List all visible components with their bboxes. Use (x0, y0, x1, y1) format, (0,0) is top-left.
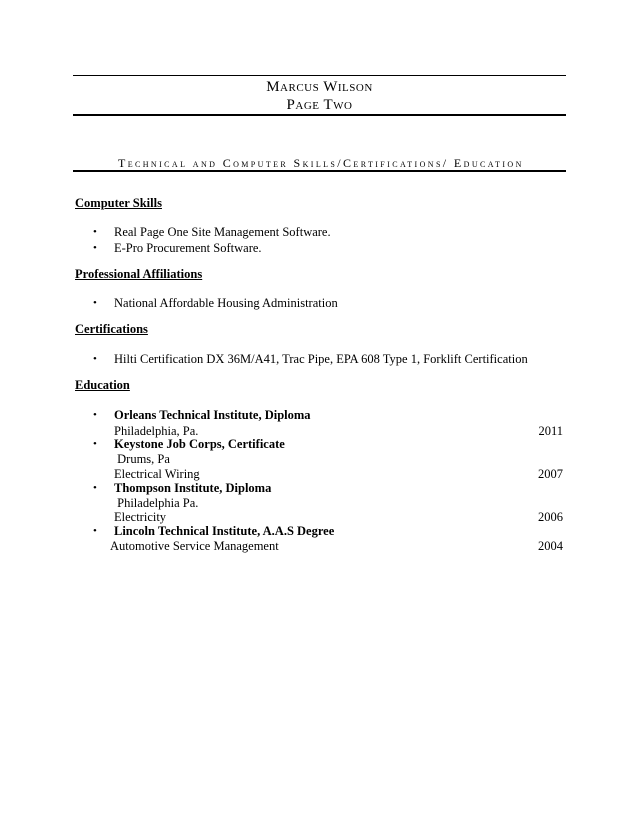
bullet-icon: • (93, 525, 97, 537)
bullet-icon: • (93, 409, 97, 421)
header-bottom-rule (73, 114, 566, 116)
bullet-icon: • (93, 353, 97, 365)
bullet-icon: • (93, 297, 97, 309)
education-year: 2006 (538, 510, 563, 524)
header-top-rule (73, 75, 566, 76)
education-school: Orleans Technical Institute, Diploma (114, 408, 311, 422)
bullet-icon: • (93, 482, 97, 494)
section-title: Technical and Computer Skills/Certifications/ Education (118, 156, 524, 170)
education-detail: Drums, Pa (114, 452, 170, 466)
certifications-heading: Certifications (75, 322, 148, 336)
education-year: 2004 (538, 539, 563, 553)
section-title-rule (73, 170, 566, 172)
education-detail: Electrical Wiring (114, 467, 200, 481)
education-school: Lincoln Technical Institute, A.A.S Degree (114, 524, 335, 538)
bullet-icon: • (93, 438, 97, 450)
education-school: Keystone Job Corps, Certificate (114, 437, 285, 451)
page-indicator: Page Two (286, 97, 353, 113)
resume-name: Marcus Wilson (266, 79, 373, 95)
education-detail: Electricity (114, 510, 167, 524)
list-item: National Affordable Housing Administration (114, 296, 338, 310)
education-year: 2011 (538, 424, 563, 438)
bullet-icon: • (93, 242, 97, 254)
list-item: E-Pro Procurement Software. (114, 241, 262, 255)
list-item: Hilti Certification DX 36M/A41, Trac Pipe, EPA 608 Type 1, Forklift Certification (114, 352, 528, 366)
bullet-icon: • (93, 226, 97, 238)
education-detail: Philadelphia Pa. (114, 496, 199, 510)
education-school: Thompson Institute, Diploma (114, 481, 272, 495)
education-detail: Philadelphia, Pa. (114, 424, 199, 438)
education-heading: Education (75, 378, 130, 392)
computer-skills-heading: Computer Skills (75, 196, 162, 210)
affiliations-heading: Professional Affiliations (75, 267, 203, 281)
education-year: 2007 (538, 467, 563, 481)
list-item: Real Page One Site Management Software. (114, 225, 331, 239)
education-detail: Automotive Service Management (110, 539, 279, 553)
